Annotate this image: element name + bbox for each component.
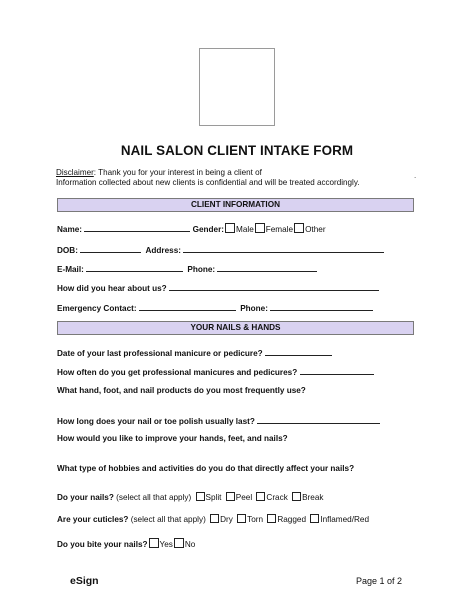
other-label: Other (305, 225, 326, 234)
section-client-information: CLIENT INFORMATION (57, 198, 414, 212)
emergency-row (57, 302, 373, 314)
question-hobbies: What type of hobbies and activities do you do that directly affect your nails? (57, 464, 355, 473)
email-row (57, 263, 317, 275)
crack-checkbox[interactable] (256, 492, 265, 501)
question-polish-duration-text: How long does your nail or toe polish usually last? (57, 417, 255, 426)
question-frequency-text: How often do you get professional manicures and pedicures? (57, 368, 298, 377)
logo-placeholder (199, 48, 275, 126)
name-label: Name: (57, 225, 83, 234)
disclaimer-line-2: Information collected about new clients is confidential and will be treated accordingly. (56, 178, 360, 187)
cuticles-hint: (select all that apply) (130, 515, 206, 524)
phone-label: Phone: (187, 265, 216, 274)
ragged-checkbox[interactable] (267, 514, 276, 523)
question-products: What hand, foot, and nail products do you most frequently use? (57, 386, 306, 395)
ragged-label: Ragged (277, 515, 307, 524)
peel-label: Peel (235, 493, 253, 502)
disclaimer-text-1: : Thank you for your interest in being a client of (93, 168, 262, 177)
gender-label: Gender: (192, 225, 224, 234)
referral-label: How did you hear about us? (57, 284, 167, 293)
polish-duration-field[interactable] (257, 415, 380, 424)
no-checkbox[interactable] (174, 538, 184, 548)
yes-label: Yes (159, 540, 173, 549)
break-label: Break (302, 493, 324, 502)
question-cuticles (57, 514, 369, 525)
name-row (57, 223, 326, 235)
question-frequency (57, 366, 374, 378)
email-field[interactable] (86, 263, 183, 272)
nails-condition-label: Do your nails? (57, 493, 114, 502)
split-checkbox[interactable] (196, 492, 205, 501)
address-label: Address: (145, 246, 181, 255)
name-field[interactable] (84, 223, 190, 232)
referral-field[interactable] (169, 282, 379, 291)
question-improve: How would you like to improve your hands, feet, and nails? (57, 434, 288, 443)
other-checkbox[interactable] (294, 223, 304, 233)
emergency-contact-field[interactable] (139, 302, 236, 311)
male-checkbox[interactable] (225, 223, 235, 233)
yes-checkbox[interactable] (149, 538, 159, 548)
frequency-field[interactable] (300, 366, 374, 375)
no-label: No (184, 540, 196, 549)
disclaimer-label: Disclaimer (56, 168, 94, 177)
inflamed-label: Inflamed/Red (320, 515, 369, 524)
nails-condition-hint: (select all that apply) (116, 493, 192, 502)
crack-label: Crack (266, 493, 288, 502)
female-label: Female (265, 225, 294, 234)
dry-label: Dry (220, 515, 233, 524)
question-last-manicure (57, 347, 332, 359)
emergency-phone-field[interactable] (270, 302, 373, 311)
inflamed-checkbox[interactable] (310, 514, 319, 523)
emergency-phone-label: Phone: (240, 304, 268, 313)
peel-checkbox[interactable] (226, 492, 235, 501)
female-checkbox[interactable] (255, 223, 265, 233)
split-label: Split (205, 493, 222, 502)
disclaimer-mark: . (414, 171, 417, 180)
phone-field[interactable] (217, 263, 317, 272)
last-manicure-field[interactable] (265, 347, 332, 356)
break-checkbox[interactable] (292, 492, 301, 501)
torn-label: Torn (247, 515, 264, 524)
question-last-manicure-text: Date of your last professional manicure or pedicure? (57, 349, 263, 358)
form-title: NAIL SALON CLIENT INTAKE FORM (120, 143, 354, 158)
dob-field[interactable] (80, 244, 141, 253)
esign-brand: eSign (70, 575, 99, 587)
dob-label: DOB: (57, 246, 78, 255)
emergency-contact-label: Emergency Contact: (57, 304, 137, 313)
torn-checkbox[interactable] (237, 514, 246, 523)
address-field[interactable] (183, 244, 384, 253)
dob-row (57, 244, 384, 256)
dry-checkbox[interactable] (210, 514, 219, 523)
referral-row (57, 282, 379, 294)
male-label: Male (236, 225, 254, 234)
question-nails-condition (57, 492, 323, 503)
email-label: E-Mail: (57, 265, 84, 274)
page-number: Page 1 of 2 (356, 576, 403, 586)
section-nails-hands: YOUR NAILS & HANDS (57, 321, 414, 335)
bite-nails-label: Do you bite your nails? (57, 540, 148, 549)
disclaimer-line-1 (56, 168, 262, 178)
cuticles-label: Are your cuticles? (57, 515, 129, 524)
question-bite-nails (57, 538, 195, 550)
question-polish-duration (57, 415, 380, 427)
